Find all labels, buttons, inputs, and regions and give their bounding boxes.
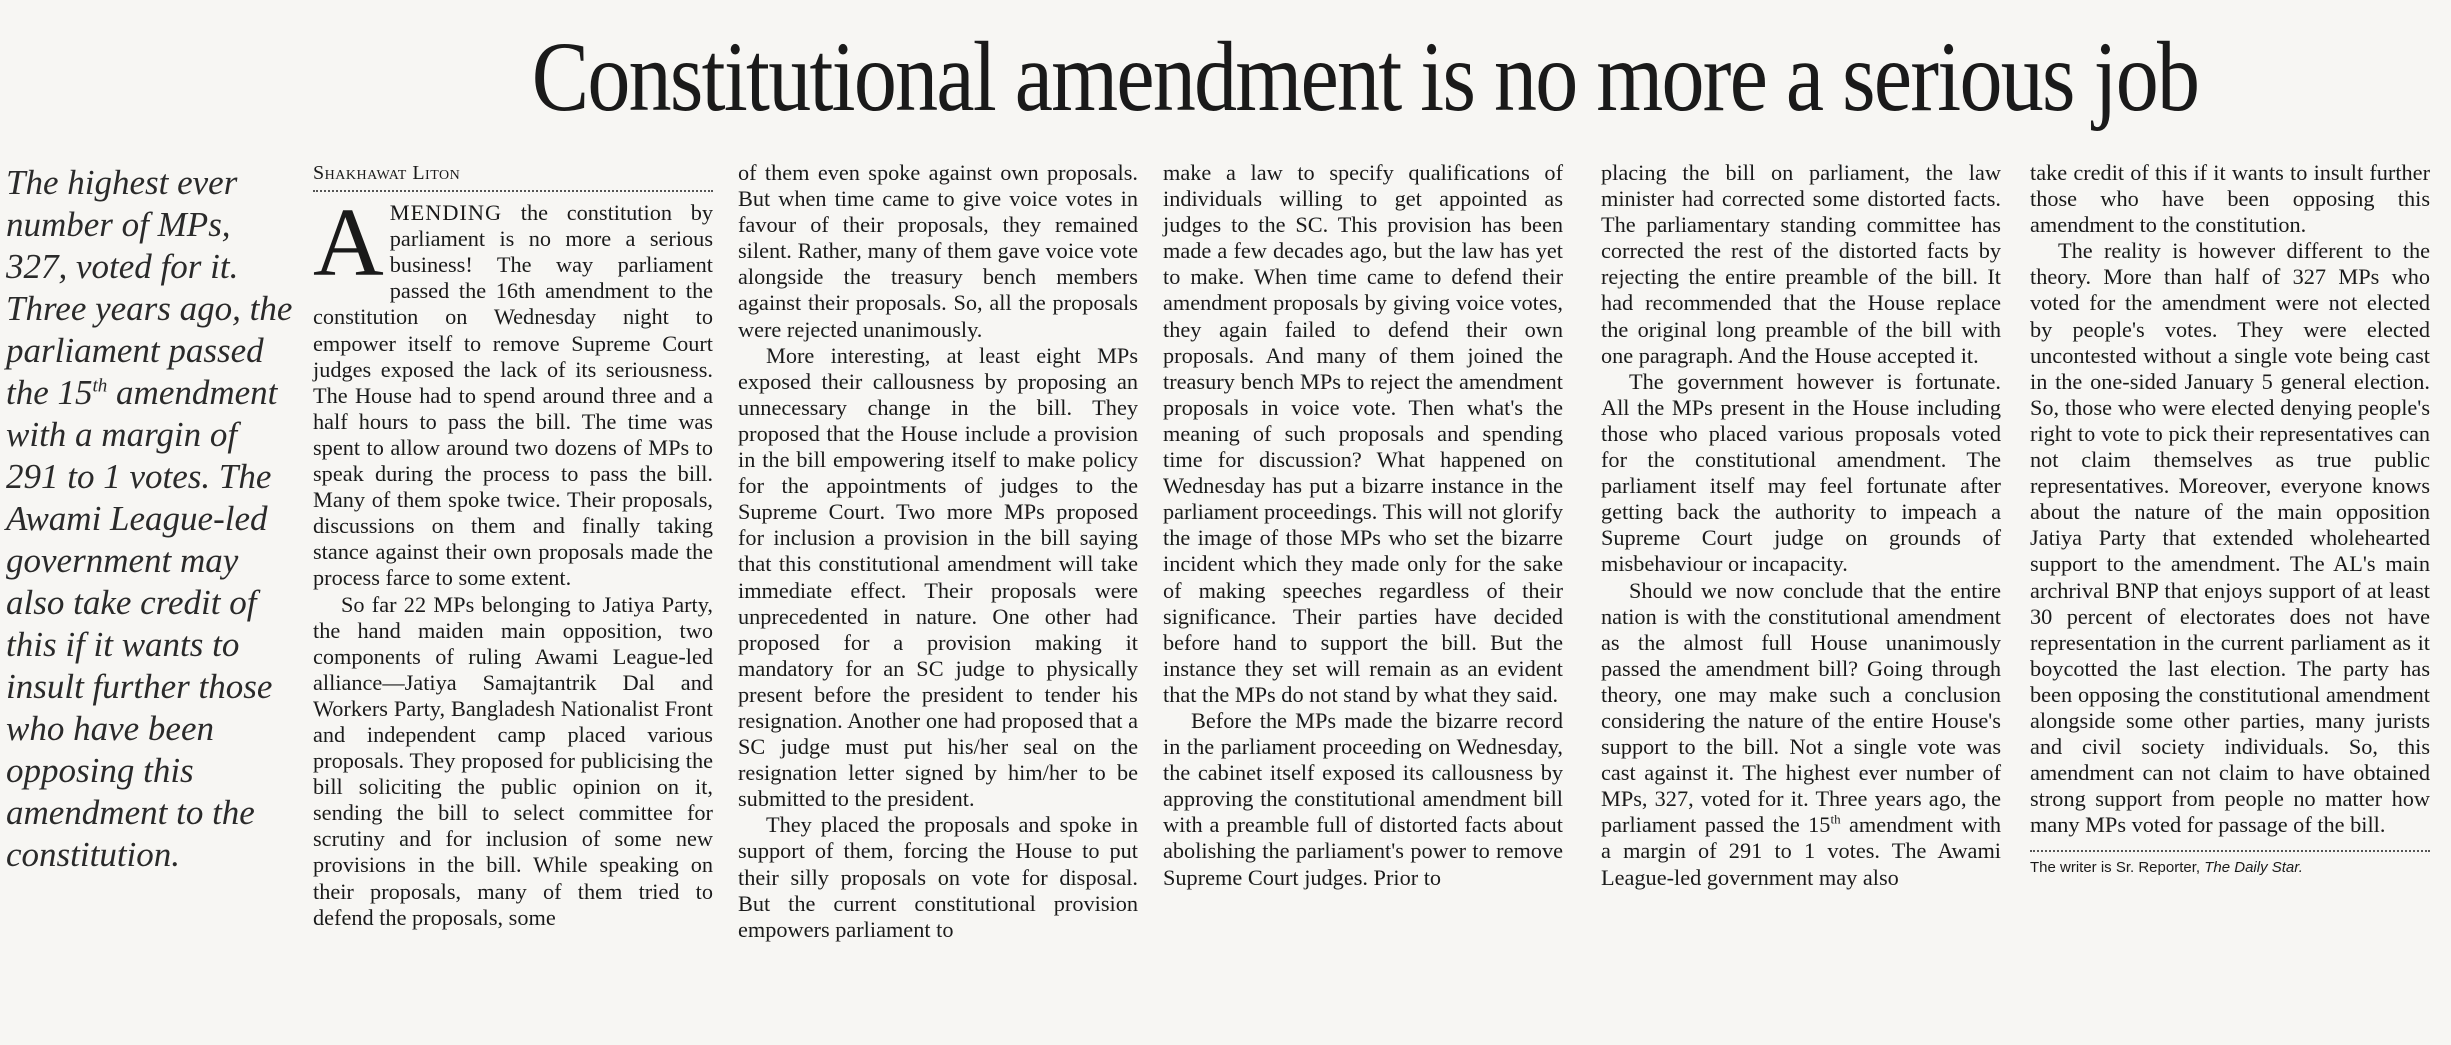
column-4-paragraph-1: placing the bill on parliament, the law minister had corrected some distorted facts. The parliamentary standing committee has corrected the rest of the distorted facts by rejecting the entire preamble of the bill. It had recommended that the House replace the original long preamble of the bill with one paragraph. And the House accepted it. xyxy=(1601,160,2001,368)
pull-quote-superscript: th xyxy=(92,375,108,397)
column-4-paragraph-2: The government however is fortunate. All the MPs present in the House including those who placed various proposals voted for the constitutional amendment. The parliament itself may feel fortunate after getting back the authority to impeach a Supreme Court judge on grounds of misbehaviour or incapacity. xyxy=(1601,368,2001,577)
column-1-paragraph-2: So far 22 MPs belonging to Jatiya Party, the hand maiden main opposition, two components of ruling Awami League-led alliance—Jatiya Samajtantrik Dal and Workers Party, Bangladesh Nationalist Front and independent camp placed various proposals. They proposed for publicising the bill soliciting the public opinion on it, sending the bill to select committee for scrutiny and for inclusion of some new provisions in the bill. While speaking on their proposals, many of them tried to defend the proposals, some xyxy=(313,591,713,930)
article-column-3 xyxy=(1163,160,1563,891)
article-column-1 xyxy=(313,160,713,931)
column-3-paragraph-1: make a law to specify qualifications of individuals willing to get appointed as judges to the SC. This provision has been made a few decades ago, but the law has yet to make. When time came to defend their amendment proposals by giving voice votes, they again failed to defend their own proposals. And many of them joined the treasury bench MPs to reject the amendment proposals in voice vote. Then what's the meaning of such proposals and spending time for discussion? What happened on Wednesday has put a bizarre instance in the parliament proceedings. This will not glorify the image of those MPs who set the bizarre incident which they made only for the sake of making speeches regardless of their significance. Their parties have decided before hand to support the bill. But the instance they set will remain as an evident that the MPs do not stand by what they said. xyxy=(1163,160,1563,707)
pull-quote-text: The highest ever number of MPs, 327, voted for it. Three years ago, the parliament passed the 15 xyxy=(6,163,293,412)
article-column-5 xyxy=(2030,160,2430,878)
column-3-paragraph-2: Before the MPs made the bizarre record in the parliament proceeding on Wednesday, the cabinet itself exposed its callousness by approving the constitutional amendment bill with a preamble full of distorted facts about abolishing the parliament's power to remove Supreme Court judges. Prior to xyxy=(1163,707,1563,890)
column-5-paragraph-1: take credit of this if it wants to insult further those who have been opposing this amendment to the constitution. xyxy=(2030,160,2430,238)
column-4-paragraph-3-text: Should we now conclude that the entire nation is with the constitutional amendment as the almost full House unanimously passed the amendment bill? Going through theory, one may make such a conclusion considering the nature of the entire House's support to the bill. Not a single vote was cast against it. The highest ever number of MPs, 327, voted for it. Three years ago, the parliament passed the 15 xyxy=(1601,577,2001,838)
footnote-text: The writer is Sr. Reporter, xyxy=(2030,859,2205,877)
drop-cap: A xyxy=(313,189,384,298)
headline: Constitutional amendment is no more a serious job xyxy=(531,21,2199,132)
column-4-paragraph-3 xyxy=(1601,578,2001,891)
author-footnote xyxy=(2030,850,2430,878)
article-column-2 xyxy=(738,160,1138,943)
pull-quote-text-continued: amendment with a margin of 291 to 1 votes. The Awami League-led government may also take credit of this if it wants to insult further those who have been opposing this amendment to the constitution. xyxy=(6,373,278,874)
column-1-paragraph-1 xyxy=(313,189,713,591)
column-1-paragraph-1-text: the constitution by parliament is no more a serious business! The way parliament passed the 16th amendment to the constitution on Wednesday night to empower itself to remove Supreme Court judges exposed the lack of its seriousness. The House had to spend around three and a half hours to pass the bill. The time was spent to allow around two dozens of MPs to speak during the process to pass the bill. Many of them spoke twice. Their proposals, discussions on them and finally taking stance against their own proposals made the process farce to some extent. xyxy=(313,200,713,591)
lead-word: MENDING xyxy=(389,200,503,226)
column-2-paragraph-3: They placed the proposals and spoke in support of them, forcing the House to put their silly proposals on vote for disposal. But the current constitutional provision empowers parliament to xyxy=(738,812,1138,942)
column-5-paragraph-2: The reality is however different to the theory. More than half of 327 MPs who voted for the amendment were not elected by people's votes. They were elected uncontested without a single vote being cast in the one-sided January 5 general election. So, those who were elected denying people's right to vote to pick their representatives can not claim themselves as true public representatives. Moreover, everyone knows about the nature of the main opposition Jatiya Party that extended wholehearted support to the amendment. The AL's main archrival BNP that enjoys support of at least 30 percent of electorates does not have representation in the current parliament as it boycotted the last election. The party has been opposing the constitutional amendment alongside some other parties, many jurists and civil society individuals. So, this amendment can not claim to have obtained strong support from people no matter how many MPs voted for passage of the bill. xyxy=(2030,238,2430,838)
column-4-paragraph-3-continued: amendment with a margin of 291 to 1 votes. The Awami League-led government may also xyxy=(1601,812,2001,890)
article-column-4 xyxy=(1601,160,2001,891)
byline: Shakhawat Liton xyxy=(313,160,713,192)
pull-quote xyxy=(6,162,294,876)
column-2-paragraph-1: of them even spoke against own proposals. But when time came to give voice votes in favour of their proposals, they remained silent. Rather, many of them gave voice vote alongside the treasury bench members against their proposals. So, all the proposals were rejected unanimously. xyxy=(738,160,1138,342)
column-2-paragraph-2: More interesting, at least eight MPs exposed their callousness by proposing an unnecessary change in the bill. They proposed that the House include a provision in the bill empowering itself to make policy for the appointments of judges to the Supreme Court. Two more MPs proposed for inclusion a provision in the bill saying that this constitutional amendment will take immediate effect. Their proposals were unprecedented in nature. One other had proposed for a provision making it mandatory for an SC judge to physically present before the president to tender his resignation. Another one had proposed that a SC judge must put his/her seal on the resignation letter signed by him/her to be submitted to the president. xyxy=(738,342,1138,812)
footnote-publication: The Daily Star. xyxy=(2204,859,2303,877)
column-4-superscript: th xyxy=(1830,811,1841,827)
